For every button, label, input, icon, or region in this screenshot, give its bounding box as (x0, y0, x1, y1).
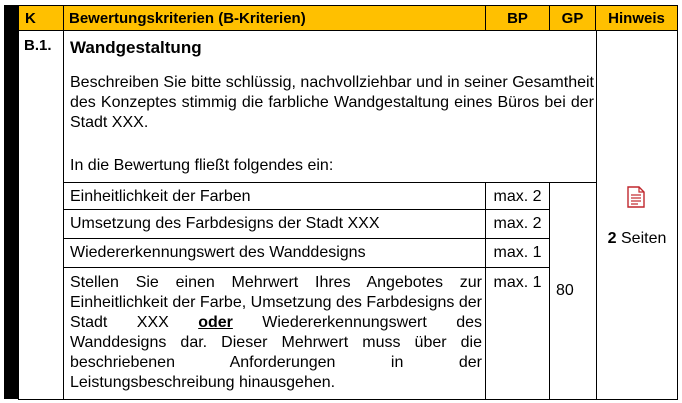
pdf-document-icon[interactable] (627, 186, 645, 208)
page-count (597, 230, 677, 248)
page-count-label: Seiten (616, 230, 667, 247)
k-column-bar (4, 5, 18, 399)
gp-value: 80 (556, 282, 574, 299)
criterion-bp: max. 1 (493, 274, 542, 291)
criterion-bp: max. 2 (493, 188, 542, 205)
criterion-bp-2 (485, 209, 550, 239)
criterion-bp: max. 1 (493, 244, 542, 261)
criterion-row-4 (63, 267, 486, 400)
header-k: K (18, 5, 64, 31)
page-count-number: 2 (607, 230, 617, 247)
criterion-label-part1: Stellen Sie einen Mehrwert Ihres Angebotes zur Einheitlichkeit der Farbe, Umsetzung des Farbdesigns der Stadt XXX (70, 274, 482, 331)
criterion-bp: max. 2 (493, 215, 542, 232)
section-lead: In die Bewertung fließt folgendes ein: (70, 157, 334, 174)
criterion-label: Umsetzung des Farbdesigns der Stadt XXX (70, 215, 380, 232)
header-bp: BP (485, 5, 550, 31)
section-main-cell (63, 30, 597, 183)
criterion-row-2 (63, 209, 486, 239)
gp-cell (549, 182, 597, 400)
criterion-bp-4 (485, 267, 550, 400)
criterion-label: Einheitlichkeit der Farben (70, 188, 251, 205)
section-number-cell (18, 30, 64, 400)
criterion-label-part2: Wiedererkennungswert des Wanddesigns dar. Dieser Mehrwert muss über die beschriebenen Anforderungen in der Leistungsbeschreibung hinausgehen. (70, 314, 482, 391)
section-description: Beschreiben Sie bitte schlüssig, nachvollziehbar und in seiner Gesamtheit des Konzeptes stimmig die farbliche Wandgestaltung eines Büros bei der Stadt XXX. (70, 74, 594, 131)
criterion-label (70, 273, 482, 393)
criterion-row-3 (63, 238, 486, 268)
header-criteria: Bewertungskriterien (B-Kriterien) (63, 5, 486, 31)
criterion-label-emphasis: oder (198, 314, 233, 331)
criterion-row-1 (63, 182, 486, 210)
hinweis-cell (596, 30, 678, 400)
criterion-bp-1 (485, 182, 550, 210)
header-gp: GP (549, 5, 596, 31)
criterion-bp-3 (485, 238, 550, 268)
section-title: Wandgestaltung (70, 38, 202, 57)
criterion-label: Wiedererkennungswert des Wanddesigns (70, 244, 366, 261)
section-number: B.1. (24, 37, 52, 54)
header-hinweis: Hinweis (595, 5, 678, 31)
